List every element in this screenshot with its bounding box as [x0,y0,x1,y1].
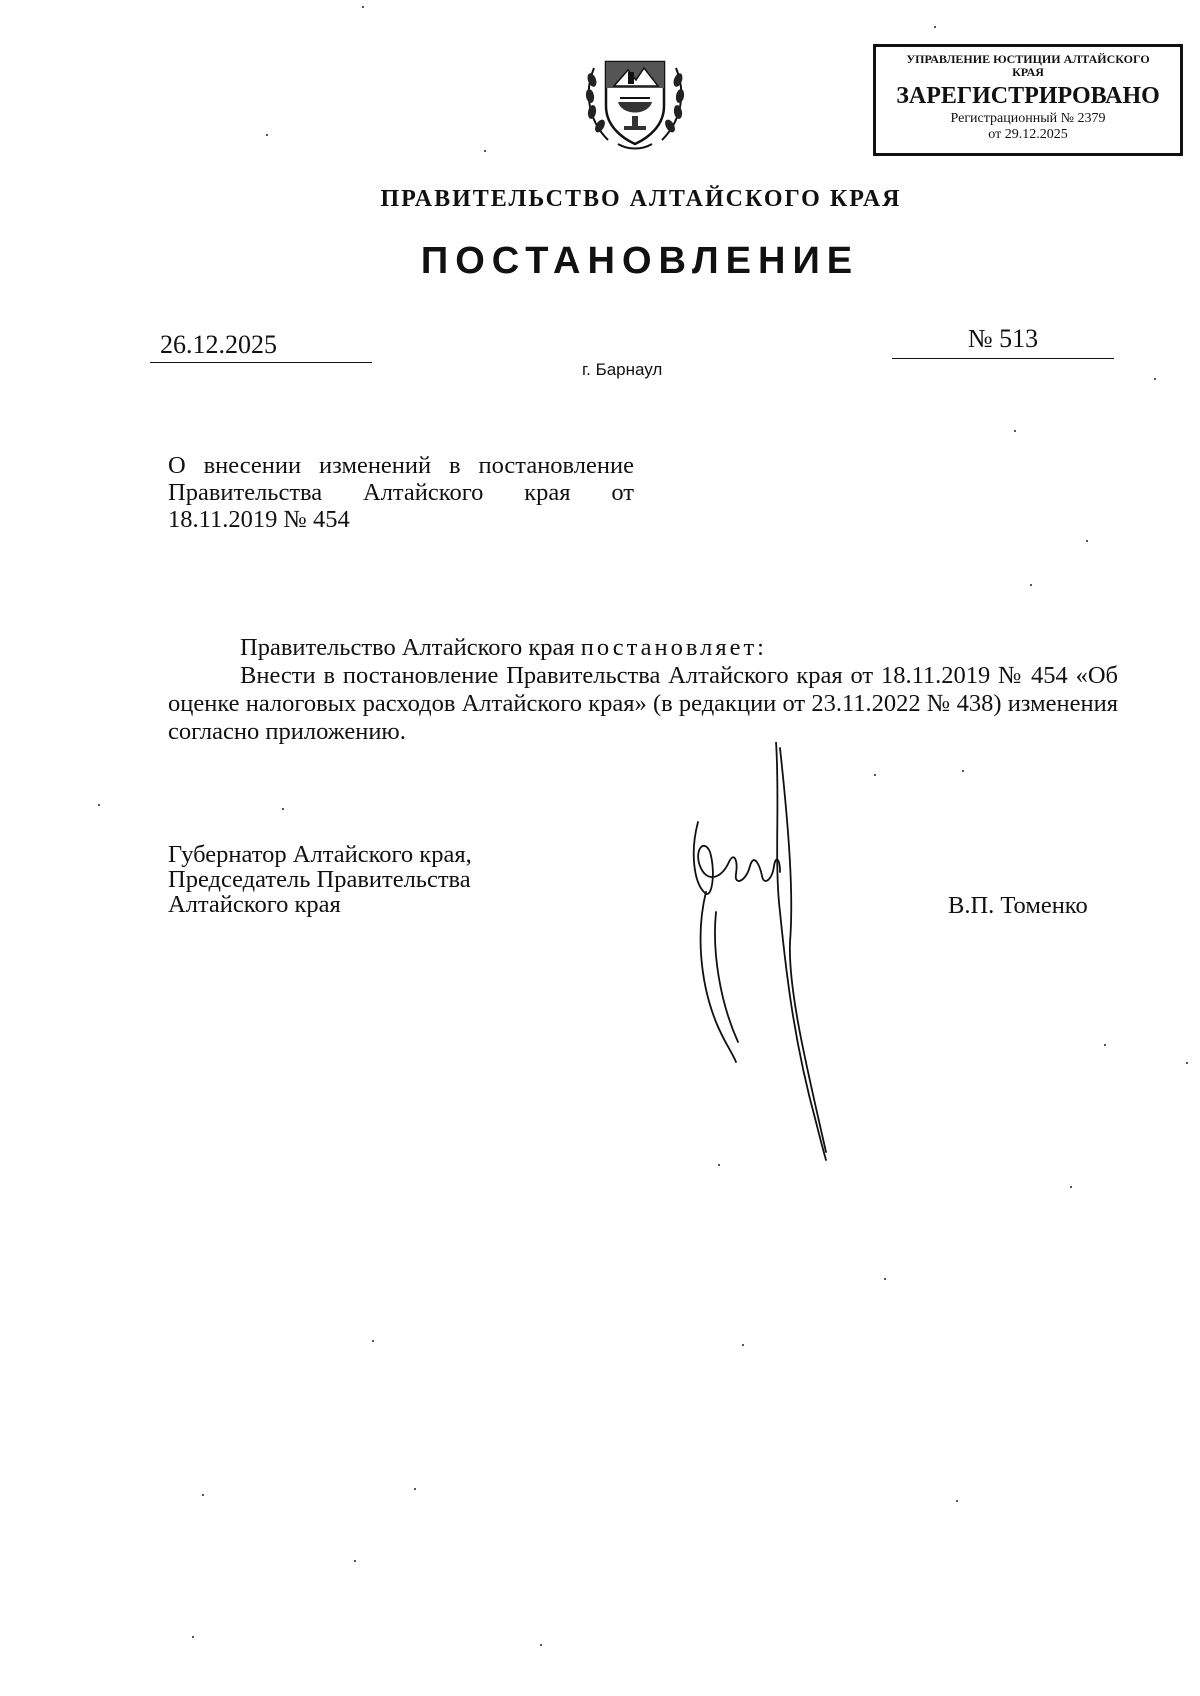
stamp-date: от 29.12.2025 [988,127,1068,142]
scan-speck [874,774,876,776]
scan-speck [282,808,284,810]
scan-speck [354,1560,356,1562]
signer-title-line: Председатель Правительства [168,866,471,893]
scan-speck [1154,378,1156,380]
document-subject: О внесении изменений в постановление Правительства Алтайского края от 18.11.2019 № 454 [168,452,634,533]
scan-speck [1186,1062,1188,1064]
stamp-organization: УПРАВЛЕНИЕ ЮСТИЦИИ АЛТАЙСКОГО КРАЯ [906,52,1150,79]
scan-speck [1070,1186,1072,1188]
document-body [168,634,1118,746]
document-number: № 513 [892,324,1114,359]
body-paragraph: Внести в постановление Правительства Алтайского края от 18.11.2019 № 454 «Об оценке налоговых расходов Алтайского края» (в редакции от 23.11.2022 № 438) изменения согласно приложению. [168,662,1118,745]
scan-speck [934,26,936,28]
scan-speck [956,1500,958,1502]
coat-of-arms-icon [578,40,692,154]
document-city: г. Барнаул [582,360,663,379]
signer-title [168,842,472,917]
scan-speck [962,770,964,772]
preamble [168,634,1118,662]
signer-name: В.П. Томенко [948,892,1088,919]
scan-speck [1014,430,1016,432]
scan-speck [98,804,100,806]
scan-speck [202,1494,204,1496]
signer-title-line: Губернатор Алтайского края, [168,841,472,868]
scan-speck [414,1488,416,1490]
stamp-registration-number: Регистрационный № 2379 [950,111,1106,126]
scan-speck [884,1278,886,1280]
document-date: 26.12.2025 [150,330,372,363]
preamble-prefix: Правительство Алтайского края [240,634,575,661]
scan-speck [1030,584,1032,586]
scan-speck [540,1644,542,1646]
scan-speck [718,1164,720,1166]
scan-speck [742,1344,744,1346]
scan-speck [266,134,268,136]
scan-speck [1104,1044,1106,1046]
scan-speck [1086,540,1088,542]
preamble-verb: постановляет: [580,634,767,661]
signer-title-line: Алтайского края [168,891,341,918]
scan-speck [192,1636,194,1638]
scan-speck [372,1340,374,1342]
stamp-status: ЗАРЕГИСТРИРОВАНО [896,83,1160,109]
registration-stamp [873,44,1183,156]
scan-speck [484,150,486,152]
handwritten-signature-icon [676,742,856,1162]
government-name: ПРАВИТЕЛЬСТВО АЛТАЙСКОГО КРАЯ [380,186,902,212]
document-type: ПОСТАНОВЛЕНИЕ [420,240,860,282]
scan-speck [362,6,364,8]
